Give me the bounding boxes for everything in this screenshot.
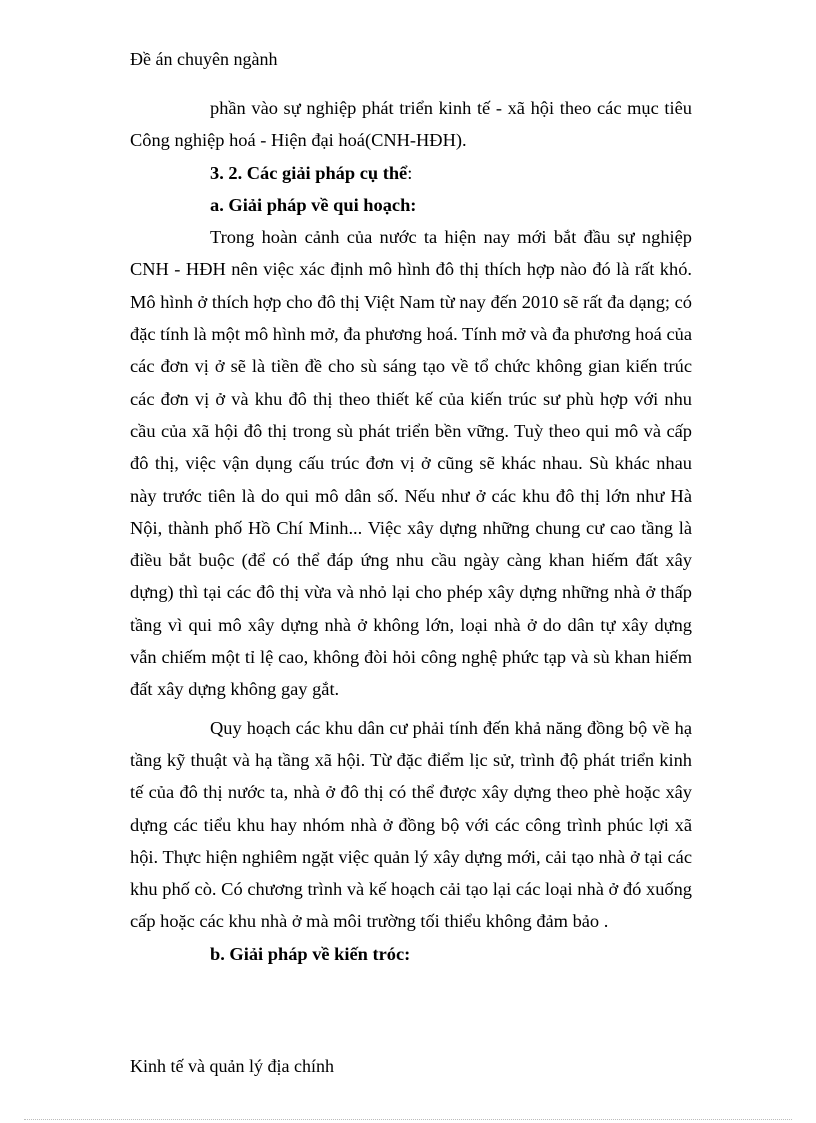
page-footer: Kinh tế và quản lý địa chính — [130, 1056, 334, 1076]
section-heading — [130, 157, 692, 189]
paragraph-residential-planning: Quy hoạch các khu dân cư phải tính đến khả năng đồng bộ về hạ tầng kỹ thuật và hạ tầng xã hội. Từ đặc điểm lịc sử, trình độ phát triển kinh tế của đô thị nước ta, nhà ở đô thị có thể được xây dựng theo phè hoặc xây dựng các tiểu khu hay nhóm nhà ở đồng bộ với các công trình phúc lợi xã hội. Thực hiện nghiêm ngặt việc quản lý xây dựng mới, cải tạo nhà ở tại các khu phố cò. Có chương trình và kế hoạch cải tạo lại các loại nhà ở đó xuống cấp hoặc các khu nhà ở mà môi trường tối thiểu không đảm bảo . — [130, 717, 692, 932]
document-body — [130, 92, 692, 970]
intro-paragraph: phần vào sự nghiệp phát triển kinh tế - xã hội theo các mục tiêu Công nghiệp hoá - Hiện đại hoá(CNH-HĐH). — [130, 98, 692, 151]
page-boundary-divider — [24, 1119, 792, 1120]
page-header: Đề án chuyên ngành — [130, 49, 278, 69]
section-heading-colon: : — [407, 162, 413, 183]
paragraph-planning-context: Trong hoàn cảnh của nước ta hiện nay mới bắt đầu sự nghiệp CNH - HĐH nên việc xác định mô hình đô thị thích hợp nào đó là rất khó. Mô hình ở thích hợp cho đô thị Việt Nam từ nay đến 2010 sẽ rất đa dạng; có đặc tính là một mô hình mở, đa phương hoá. Tính mở và đa phương hoá của các đơn vị ở sẽ là tiền đề cho sù sáng tạo về tổ chức không gian kiến trúc các đơn vị ở và khu đô thị theo thiết kế của kiến trúc sư phù hợp với nhu cầu của xã hội đô thị trong sù phát triển bền vững. Tuỳ theo qui mô và cấp đô thị, việc vận dụng cấu trúc đơn vị ở cũng sẽ khác nhau. Sù khác nhau này trước tiên là do qui mô dân số. Nếu như ở các khu đô thị lớn như Hà Nội, thành phố Hồ Chí Minh... Việc xây dựng những chung cư cao tầng là điều bắt buộc (để có thể đáp ứng nhu cầu ngày càng khan hiếm đất xây dựng) thì tại các đô thị vừa và nhỏ lại cho phép xây dựng những nhà ở thấp tầng vì qui mô xây dựng nhà ở không lớn, loại nhà ở do dân tự xây dựng vẫn chiếm một tỉ lệ cao, không đòi hỏi công nghệ phức tạp và sù khan hiếm đất xây dựng không gay gắt. — [130, 227, 692, 700]
subheading-architecture: b. Giải pháp về kiến tróc: — [210, 943, 411, 964]
subheading-planning: a. Giải pháp về qui hoạch: — [210, 194, 417, 215]
section-heading-text: 3. 2. Các giải pháp cụ thể — [210, 162, 408, 183]
